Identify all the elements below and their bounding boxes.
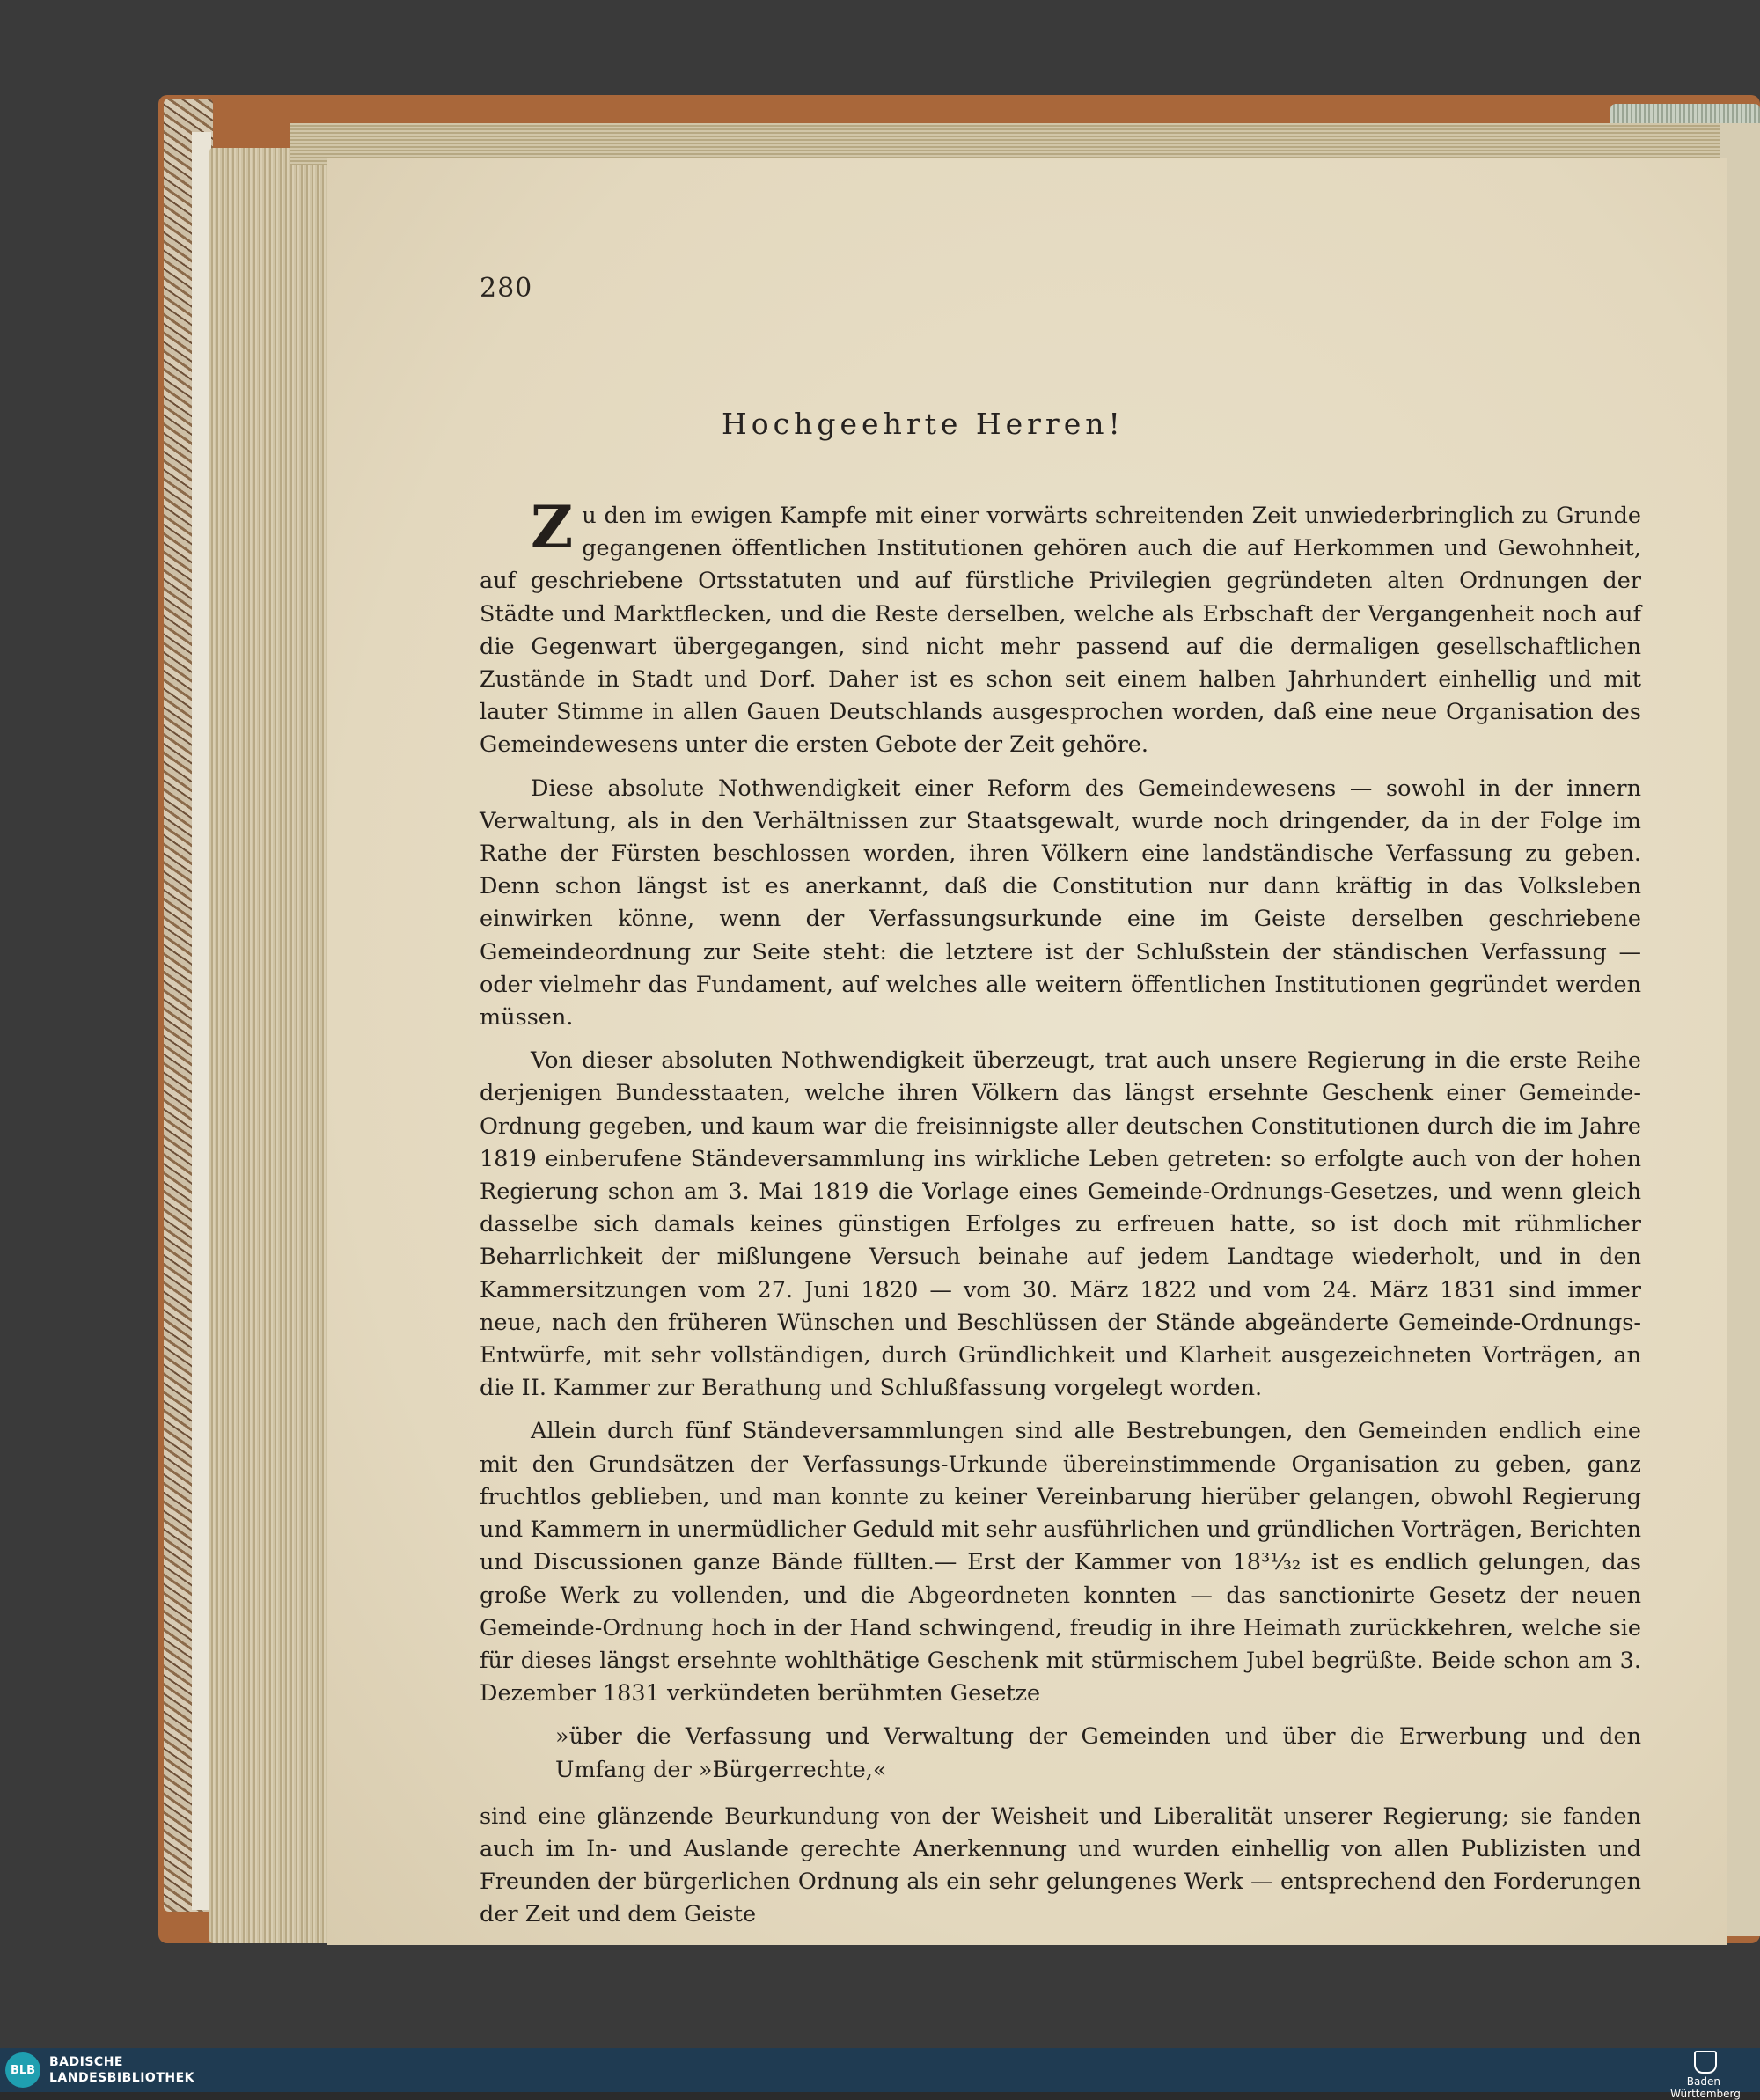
- page-number: 280: [480, 273, 533, 304]
- library-banner: [0, 2048, 1760, 2100]
- paragraph-4: Allein durch fünf Ständeversammlungen sind alle Bestrebungen, den Gemeinden endlich eine mit den Grundsätzen der Verfassungs-Urkunde übereinstimmende Organisation zu geben, ganz fruchtlos geblieben, und man konnte zu keiner Vereinbarung hierüber gelangen, obwohl Regierung und Kammern in unermüdlicher Geduld mit sehr ausführlichen und gründlichen Vorträgen, Berichten und Discussionen ganze Bände füllten.— Erst der Kammer von 18³¹⁄₃₂ ist es endlich gelungen, das große Werk zu vollenden, und die Abgeordneten konnten — das sanctionirte Gesetz der neuen Gemeinde-Ordnung hoch in der Hand schwingend, freudig in ihre Heimath zurückkehren, welche sie für dieses längst ersehnte wohlthätige Geschenk mit stürmischem Jubel begrüßte. Beide schon am 3. Dezember 1831 verkündeten berühmten Gesetze: [480, 1418, 1641, 1707]
- blb-logo-icon[interactable]: BLB: [5, 2052, 40, 2088]
- drop-cap: Z: [531, 493, 574, 562]
- endpaper: [192, 132, 211, 1910]
- page-block-edge: [209, 148, 333, 1943]
- paragraph-1-text: u den im ewigen Kampfe mit einer vorwärts schreitenden Zeit unwiederbringlich zu Grunde gegangenen öffentlichen Institutionen gehören auch die auf Herkommen und Gewohnheit, auf geschriebene Ortsstatuten und auf fürstliche Privilegien gegründeten alten Ordnungen der Städte und Marktflecken, und die Reste derselben, welche als Erbschaft der Vergangenheit noch auf die Gegenwart übergegangen, sind nicht mehr passend auf die dermaligen gesellschaftlichen Zustände in Stadt und Dorf. Daher ist es schon seit einem halben Jahrhundert einhellig und mit lauter Stimme in allen Gauen Deutschlands ausgesprochen worden, daß eine neue Organisation des Gemeindewesens unter die ersten Gebote der Zeit gehöre.: [480, 503, 1641, 759]
- body-text: [480, 493, 1641, 1942]
- page-heading: Hochgeehrte Herren!: [722, 407, 1125, 441]
- library-name[interactable]: [49, 2054, 194, 2086]
- baden-wuerttemberg-logo[interactable]: [1661, 2051, 1749, 2100]
- library-name-line2: LANDESBIBLIOTHEK: [49, 2071, 195, 2085]
- baden-wuerttemberg-label: Baden-Württemberg: [1670, 2075, 1741, 2100]
- paragraph-2: Diese absolute Nothwendigkeit einer Reform des Gemeindewesens — sowohl in der innern Verwaltung, als in den Verhältnissen zur Staatsgewalt, wurde noch dringender, da in der Folge im Rathe der Fürsten beschlossen worden, ihren Völkern eine landständische Verfassung zu geben. Denn schon längst ist es anerkannt, daß die Constitution nur dann kräftig in das Volksleben einwirken könne, wenn der Verfassungsurkunde eine im Geiste derselben geschriebene Gemeindeordnung zur Seite steht: die letztere ist der Schlußstein der ständischen Verfassung — oder vielmehr das Fundament, auf welches alle weitern öffentlichen Institutionen gegründet werden müssen.: [480, 775, 1641, 1032]
- paragraph-1: [480, 493, 1641, 762]
- library-name-line1: BADISCHE: [49, 2055, 123, 2069]
- paragraph-3: Von dieser absoluten Nothwendigkeit überzeugt, trat auch unsere Regierung in die erste Reihe derjenigen Bundesstaaten, welche ihren Völkern das längst ersehnte Geschenk einer Gemeinde-Ordnung gegeben, und kaum war die freisinnigste aller deutschen Constitutionen durch die im Jahre 1819 einberufene Ständeversammlung ins wirkliche Leben getreten: so erfolgte auch von der hohen Regierung schon am 3. Mai 1819 die Vorlage eines Gemeinde-Ordnungs-Gesetzes, und wenn gleich dasselbe sich damals keines günstigen Erfolges zu erfreuen hatte, so ist doch mit rühmlicher Beharrlichkeit der mißlungene Versuch beinahe auf jedem Landtage wiederholt, und in den Kammersitzungen vom 27. Juni 1820 — vom 30. März 1822 und vom 24. März 1831 sind immer neue, nach den früheren Wünschen und Beschlüssen der Stände abgeänderte Gemeinde-Ordnungs-Entwürfe, mit sehr vollständigen, durch Gründlichkeit und Klarheit ausgezeichneten Vorträgen, an die II. Kammer zur Berathung und Schlußfassung vorgelegt worden.: [480, 1047, 1641, 1402]
- closing-paragraph: sind eine glänzende Beurkundung von der Weisheit und Liberalität unserer Regierung; sie fanden auch im In- und Auslande gerechte Anerkennung und wurden einhellig von allen Publizisten und Freunden der bürgerlichen Ordnung als ein sehr gelungenes Werk — entsprechend den Forderungen der Zeit und dem Geiste: [480, 1803, 1641, 1928]
- coat-of-arms-icon: [1694, 2051, 1717, 2074]
- law-title-quote: »über die Verfassung und Verwaltung der Gemeinden und über die Erwerbung und den Umfang der »Bürgerrechte,«: [555, 1723, 1641, 1783]
